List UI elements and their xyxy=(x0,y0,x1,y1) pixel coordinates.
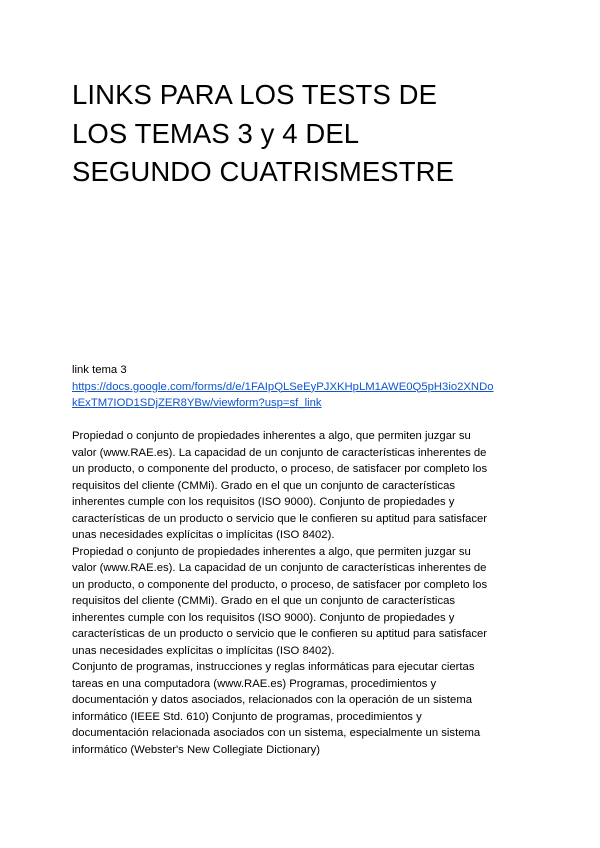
body-line: Conjunto de programas, instrucciones y reglas informáticas para ejecutar ciertas xyxy=(72,661,475,673)
link-url-line: kExTM7IOD1SDjZER8YBw/viewform?usp=sf_link xyxy=(72,397,322,409)
body-line: valor (www.RAE.es). La capacidad de un conjunto de características inherentes de xyxy=(72,562,487,574)
body-line: documentación relacionada asociados con un sistema, especialmente un sistema xyxy=(72,727,481,739)
title-line: LOS TEMAS 3 y 4 DEL xyxy=(72,117,360,149)
link-section xyxy=(72,362,542,412)
body-line: unas necesidades explícitas o implícitas (ISO 8402). xyxy=(72,644,335,657)
body-line: tareas en una computadora (www.RAE.es) Programas, procedimientos y xyxy=(72,677,437,690)
body-text xyxy=(72,428,542,758)
body-line: informático (Webster's New Collegiate Dictionary) xyxy=(72,743,321,756)
title-line: SEGUNDO CUATRISMESTRE xyxy=(72,156,455,187)
body-line: Propiedad o conjunto de propiedades inherentes a algo, que permiten juzgar su xyxy=(72,545,471,558)
body-line: documentación y datos asociados, relacionados con la operación de un sistema xyxy=(72,694,473,706)
body-line: requisitos del cliente (CMMi). Grado en el que un conjunto de características xyxy=(72,479,456,492)
body-line: requisitos del cliente (CMMi). Grado en el que un conjunto de características xyxy=(72,595,456,607)
document-title xyxy=(72,76,542,192)
body-line: características de un producto o servicio que le confieren su aptitud para satisfacer xyxy=(72,628,488,640)
body-line: características de un producto o servicio que le confieren su aptitud para satisfacer xyxy=(72,512,488,525)
body-line: un producto, o componente del producto, o proceso, de satisfacer por completo los xyxy=(72,578,488,591)
form-link[interactable] xyxy=(72,379,542,412)
body-line: informático (IEEE Std. 610) Conjunto de programas, procedimientos y xyxy=(72,710,422,723)
body-line: un producto, o componente del producto, o proceso, de satisfacer por completo los xyxy=(72,463,488,475)
body-line: unas necesidades explícitas o implícitas (ISO 8402). xyxy=(72,529,335,541)
link-label: link tema 3 xyxy=(72,364,127,376)
title-line: LINKS PARA LOS TESTS DE xyxy=(72,79,438,110)
body-line: inherentes cumple con los requisitos (ISO 9000). Conjunto de propiedades y xyxy=(72,496,455,508)
body-line: Propiedad o conjunto de propiedades inherentes a algo, que permiten juzgar su xyxy=(72,430,471,442)
body-line: valor (www.RAE.es). La capacidad de un conjunto de características inherentes de xyxy=(72,446,487,459)
link-url-line: https://docs.google.com/forms/d/e/1FAIpQLSeEyPJXKHpLM1AWE0Q5pH3io2XNDo xyxy=(72,380,494,393)
body-line: inherentes cumple con los requisitos (ISO 9000). Conjunto de propiedades y xyxy=(72,611,455,624)
